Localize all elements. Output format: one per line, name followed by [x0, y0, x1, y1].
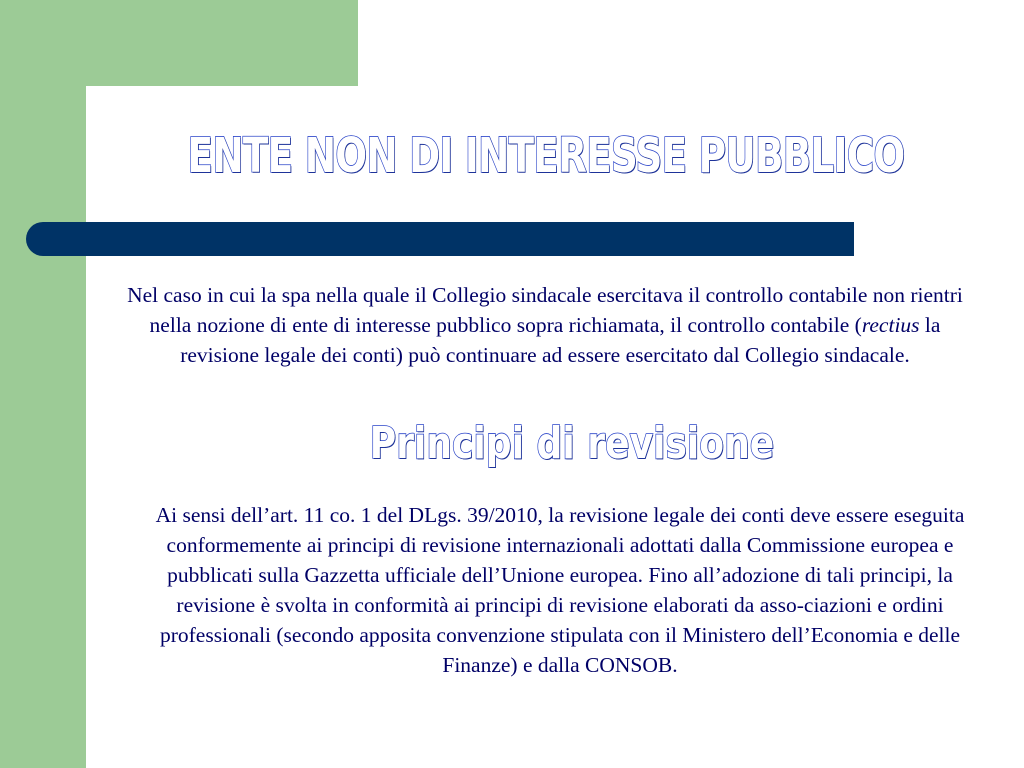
slide-title: ENTE NON DI INTERESSE PUBBLICO [187, 128, 905, 184]
accent-bar [26, 222, 854, 256]
green-top-band [0, 0, 358, 86]
paragraph-ente-non-interesse-pubblico [110, 280, 980, 370]
paragraph1-text-start: Nel caso in cui la spa nella quale il Collegio sindacale esercitava il controllo contabile non rientri nella nozione di ente di interesse pubblico sopra richiamata, il controllo contabile ( [127, 283, 963, 337]
paragraph-principi-di-revisione: Ai sensi dell’art. 11 co. 1 del DLgs. 39/2010, la revisione legale dei conti deve essere eseguita conformemente ai principi di revisione internazionali adottati dalla Commissione europea e pubblicati sulla Gazzetta ufficiale dell’Unione europea. Fino all’adozione di tali principi, la revisione è svolta in conformità ai principi di revisione elaborati da asso-ciazioni e ordini professionali (secondo apposita convenzione stipulata con il Ministero dell’Economia e delle Finanze) e dalla CONSOB. [155, 503, 965, 677]
section-subtitle: Principi di revisione [369, 418, 775, 469]
green-side-band [0, 0, 86, 768]
paragraph1-text-end: la revisione legale dei conti) può continuare ad essere esercitato dal Collegio sindacale. [180, 313, 941, 367]
paragraph1-italic-term: rectius [861, 313, 920, 337]
